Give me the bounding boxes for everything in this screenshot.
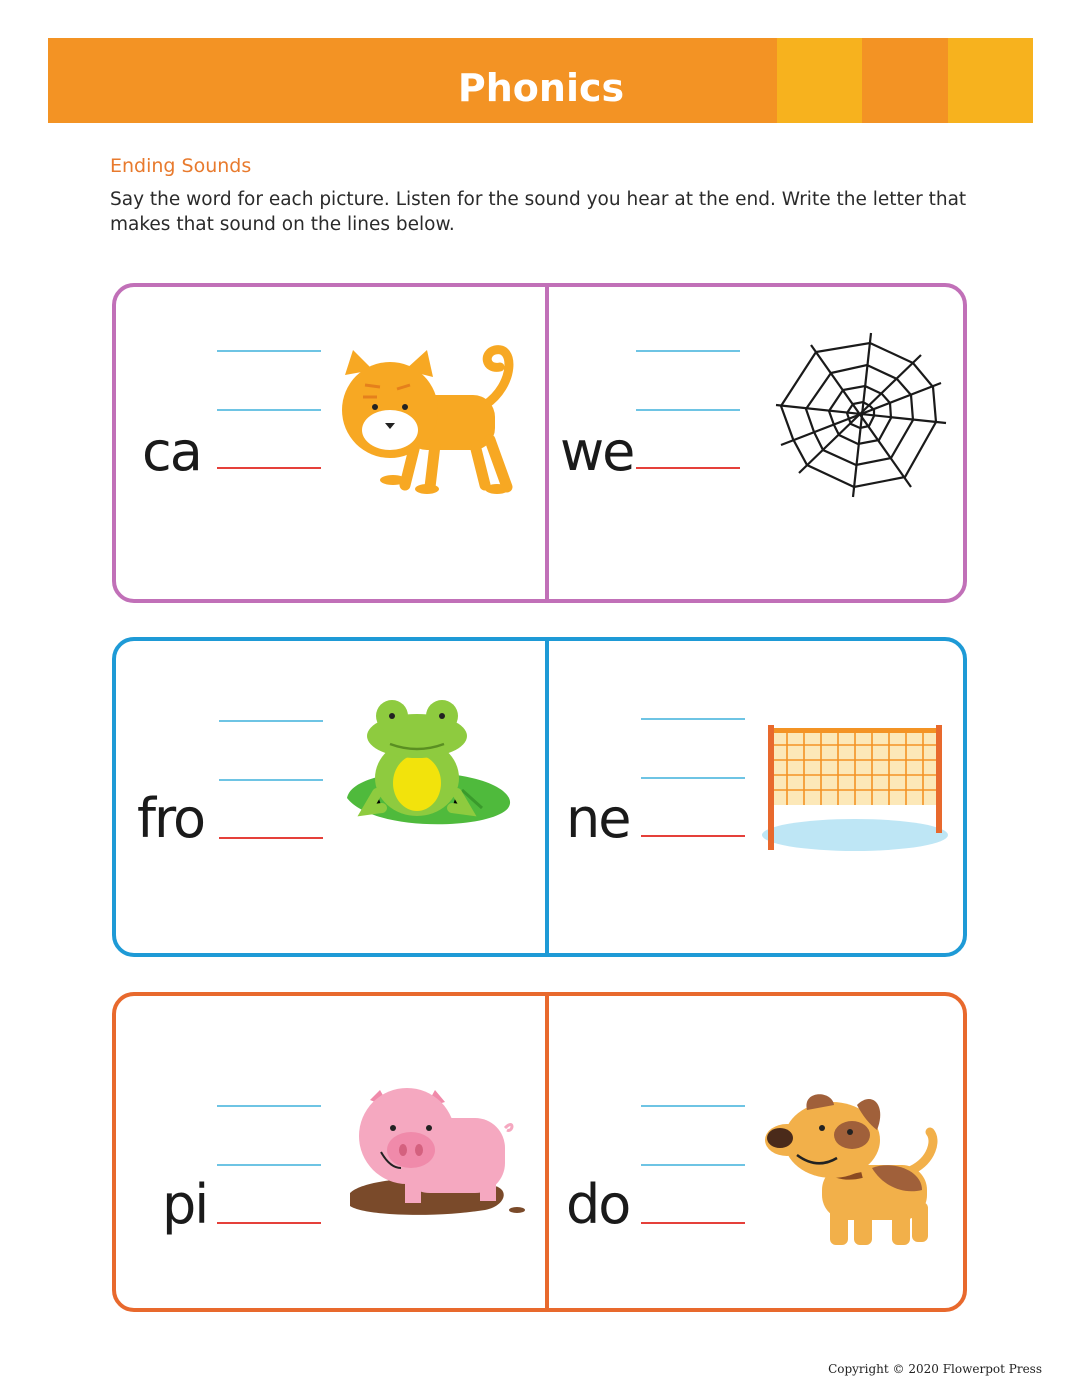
spider-web-illustration — [772, 330, 950, 500]
frog-illustration — [342, 698, 518, 833]
word-prompt: pi — [162, 1173, 208, 1236]
page-title: Phonics — [457, 66, 625, 110]
writing-guide-mid — [641, 777, 745, 779]
answer-line[interactable] — [217, 1222, 321, 1224]
word-prompt: ne — [566, 787, 630, 850]
box-divider — [545, 996, 549, 1308]
writing-guide-mid — [217, 409, 321, 411]
writing-guide-top — [217, 350, 321, 352]
writing-guide-mid — [217, 1164, 321, 1166]
pig-illustration — [345, 1088, 535, 1220]
writing-guide-mid — [641, 1164, 745, 1166]
word-prompt: ca — [142, 420, 201, 483]
writing-guide-mid — [219, 779, 323, 781]
answer-line[interactable] — [636, 467, 740, 469]
box-divider — [545, 287, 549, 599]
net-illustration — [760, 720, 950, 855]
answer-line[interactable] — [641, 835, 745, 837]
dog-illustration — [762, 1090, 942, 1250]
word-prompt: do — [566, 1173, 630, 1236]
word-prompt: we — [560, 420, 634, 483]
copyright-notice: Copyright © 2020 Flowerpot Press — [828, 1362, 1042, 1376]
word-prompt: fro — [137, 787, 205, 850]
answer-line[interactable] — [641, 1222, 745, 1224]
writing-guide-top — [217, 1105, 321, 1107]
cat-illustration — [335, 345, 525, 495]
box-divider — [545, 641, 549, 953]
section-subtitle: Ending Sounds — [110, 155, 252, 177]
writing-guide-top — [641, 1105, 745, 1107]
writing-guide-top — [636, 350, 740, 352]
writing-guide-mid — [636, 409, 740, 411]
writing-guide-top — [219, 720, 323, 722]
answer-line[interactable] — [219, 837, 323, 839]
answer-line[interactable] — [217, 467, 321, 469]
writing-guide-top — [641, 718, 745, 720]
instructions-text: Say the word for each picture. Listen for the sound you hear at the end. Write the letter that makes that sound on the lines below. — [110, 189, 967, 235]
